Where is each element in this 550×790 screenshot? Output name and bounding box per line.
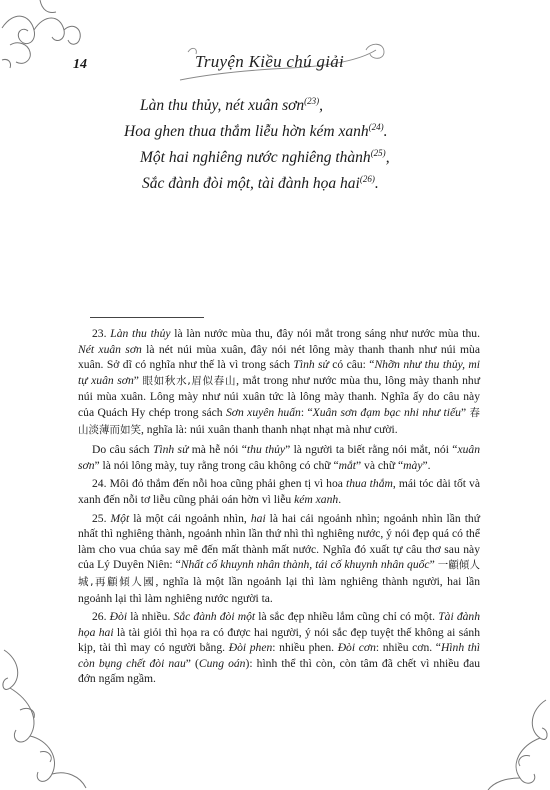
footnotes	[78, 326, 480, 690]
footnote-ref: (24)	[368, 122, 384, 132]
footnote-24: 24. Môi đỏ thắm đến nỗi hoa cũng phải ghen tị vì hoa thua thắm, mái tóc dài tốt và xanh đến nỗi tơ liễu cũng phải oán hờn vì liễu kém xanh.	[78, 477, 480, 506]
poem-line: Làn thu thủy, nét xuân sơn$^{(23)}$,	[140, 96, 324, 115]
footnote-26: 26. Đòi là nhiều. Sắc đành đòi một là sắc đẹp nhiều lắm cũng chỉ có một. Tài đành họa hai là tài giỏi thì họa ra có được hai người, ý nói sắc đẹp tuyệt thế không ai sánh kịp, tài thì may có người bằng. Đòi phen: nhiều phen. Đòi cơn: nhiều cơn. “Hình thì còn bụng chết đòi nau” (Cung oán): hình thể thì còn, còn tâm đã chết vì nhiều đau đớn ngấm ngầm.	[78, 610, 481, 686]
running-title: Truyện Kiều chú giải	[195, 52, 345, 71]
corner-ornament-bottom-right	[450, 690, 550, 790]
footnote-separator	[90, 317, 204, 318]
poem-line: Hoa ghen thua thắm liễu hờn kém xanh$^{(24)}$.	[124, 122, 388, 141]
page-number: 14	[73, 57, 87, 72]
footnote-ref: (23)	[304, 96, 320, 106]
footnote-25: 25. Một là một cái ngoảnh nhìn, hai là hai cái ngoảnh nhìn; ngoảnh nhìn lần thứ nhất thì nghiêng thành, ngoảnh nhìn lần thứ nhì thì nghiêng nước, ý nói đẹp quá có thể làm cho vua chúa say mê đến mất thành mất nước. Nghĩa đó xuất tự câu thơ sau này của Lý Duyên Niên: “Nhất cố khuynh nhân thành, tái cố khuynh nhân quốc” 一顧傾人城,再顧傾人國, nghĩa là một lần ngoảnh lại thì làm nghiêng thành người, hai lần ngoảnh lại thì làm nghiêng nước người ta.	[78, 511, 481, 605]
footnote-23-continued: Do câu sách Tình sử mà hễ nói “thu thủy” là người ta biết rằng nói mắt, nói “xuân sơn” là nói lông mày, tuy rằng trong câu không có chữ “mắt” và chữ “mày”.	[78, 443, 480, 472]
footnote-23: 23. Làn thu thủy là làn nước mùa thu, đây nói mắt trong sáng như nước mùa thu. Nét xuân sơn là nét núi mùa xuân, đây nói nét lông mày thanh thanh như núi mùa xuân. Sở dĩ có nghĩa như thế là vì trong sách Tình sử có câu: “Nhỡn như thu thủy, mi tự xuân sơn” 眼如秋水,眉似春山, mắt trong như nước mùa thu, lông mày thanh như núi mùa xuân. Lông mày như núi xuân tức là lông mày thanh. Nghĩa ấy do câu này của Quách Hy chép trong sách Sơn xuyên huấn: “Xuân sơn đạm bạc nhi như tiếu” 春山淡薄而如笑, nghĩa là: núi xuân thanh thanh nhạt nhạt mà như cười.	[78, 327, 481, 436]
footnote-ref: (25)	[370, 148, 386, 158]
poem-line: Sắc đành đòi một, tài đành họa hai$^{(26)}$.	[142, 174, 379, 193]
footnote-ref: (26)	[359, 174, 375, 184]
poem-line: Một hai nghiêng nước nghiêng thành$^{(25)}$,	[140, 148, 390, 167]
